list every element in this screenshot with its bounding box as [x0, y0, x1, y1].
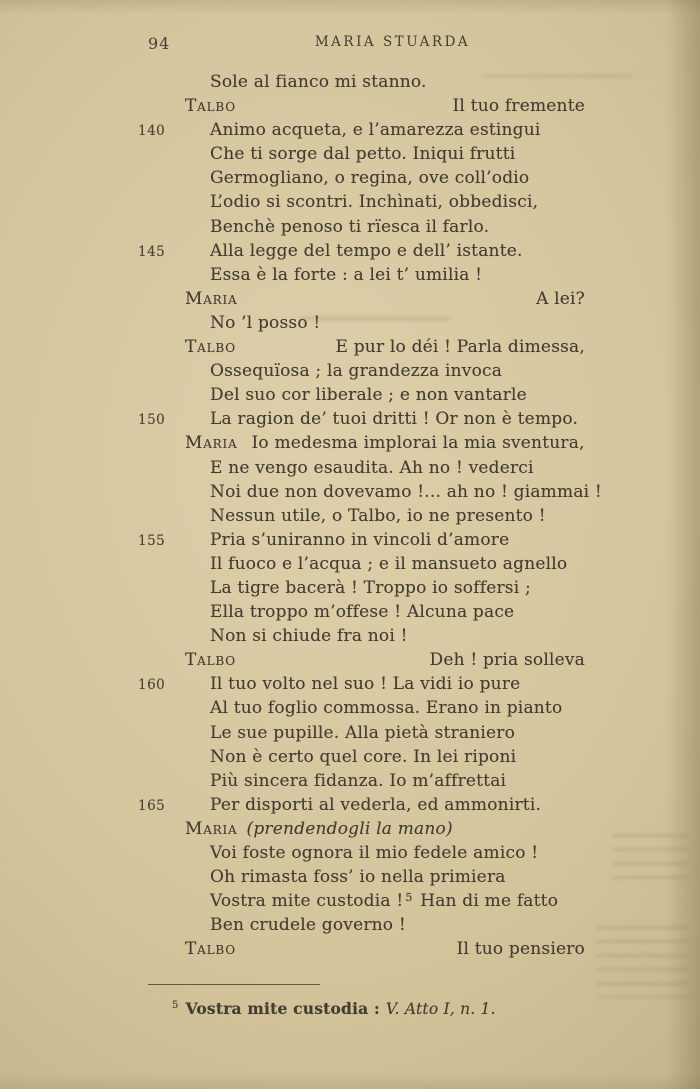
verse-line [185, 745, 585, 769]
running-title: MARIA STUARDA [314, 34, 471, 50]
verse-line [185, 937, 585, 961]
verse-continuation: Il tuo pensiero [456, 939, 585, 960]
verse-line [185, 383, 585, 407]
verse-continuation: A lei? [536, 288, 585, 309]
verse-line [185, 431, 585, 455]
verse-line [185, 335, 585, 359]
footnote-term: Vostra mite custodia : [185, 999, 380, 1018]
bleed-through-mark [612, 834, 686, 880]
verse-line [185, 215, 585, 239]
verse-continuation: E pur lo déi ! Parla dimessa, [335, 337, 585, 358]
verse-line [185, 311, 585, 335]
verse-line [185, 889, 585, 913]
speaker-label: Maria [185, 818, 238, 839]
footnote-reference-marker: 5 [405, 891, 413, 905]
speaker-label: Talbo [185, 939, 236, 960]
verse-text: Voi foste ognora il mio fedele amico ! [210, 843, 539, 863]
verse-line [138, 239, 585, 263]
speaker-label: Maria [185, 288, 238, 309]
verse-line [185, 263, 585, 287]
verse-text: Non è certo quel core. In lei riponi [210, 746, 517, 767]
verse-text: La tigre bacerà ! Troppo io soffersi ; [210, 577, 531, 598]
verse-line [185, 70, 585, 94]
footnote-reference: V. Atto I, n. 1. [385, 1000, 496, 1018]
verse-continuation: Deh ! pria solleva [429, 650, 585, 671]
verse-text: Sole al fianco mi stanno. [210, 72, 427, 92]
verse-text-block [138, 70, 602, 961]
verse-line [185, 552, 585, 576]
verse-text: Ossequïosa ; la grandezza invoca [210, 361, 503, 382]
verse-line [185, 648, 585, 672]
verse-text: L’odio si scontri. Inchìnati, obbedisci, [210, 192, 539, 213]
verse-line [185, 721, 585, 745]
verse-line [185, 769, 585, 793]
verse-line [185, 576, 585, 600]
verse-text: Io medesma implorai la mia sventura, [251, 433, 585, 454]
verse-line [185, 913, 585, 937]
verse-text: Al tuo foglio commossa. Erano in pianto [210, 698, 563, 719]
verse-line [185, 456, 585, 480]
verse-line [185, 94, 585, 118]
footnote-marker: 5 [172, 999, 179, 1011]
verse-text: Il fuoco e l’acqua ; e il mansueto agnello [210, 553, 568, 574]
verse-line [185, 504, 585, 528]
verse-text: Han di me fatto [414, 891, 559, 912]
verse-line [185, 142, 585, 166]
line-number: 150 [138, 412, 166, 429]
verse-text: Per disporti al vederla, ed ammonirti. [210, 794, 542, 815]
verse-line [185, 190, 585, 214]
footnote [172, 999, 496, 1018]
verse-text: Animo acqueta, e l’amarezza estingui [210, 120, 541, 141]
page-header [0, 34, 700, 56]
bleed-through-mark [596, 926, 688, 998]
verse-line [185, 817, 585, 841]
verse-line [185, 600, 585, 624]
line-number: 145 [138, 243, 166, 260]
verse-line [138, 118, 585, 142]
verse-text: Nessun utile, o Talbo, io ne presento ! [210, 505, 546, 526]
verse-text: Più sincera fidanza. Io m’affrettai [210, 770, 507, 791]
verse-line [185, 865, 585, 889]
line-number: 155 [138, 532, 166, 549]
verse-text: Il tuo volto nel suo ! La vidi io pure [210, 674, 521, 695]
verse-line [185, 359, 585, 383]
verse-text: Oh rimasta foss’ io nella primiera [210, 867, 506, 888]
verse-text: Benchè penoso ti rïesca il farlo. [210, 216, 490, 237]
verse-continuation: Il tuo fremente [452, 96, 585, 117]
verse-line [185, 287, 585, 311]
verse-line [185, 624, 585, 648]
verse-text: Le sue pupille. Alla pietà straniero [210, 722, 516, 743]
line-number: 140 [138, 123, 166, 140]
verse-text: La ragion de’ tuoi dritti ! Or non è tempo. [210, 409, 579, 430]
verse-line [138, 407, 585, 431]
page-number: 94 [148, 34, 171, 53]
verse-text: Germogliano, o regina, ove coll’odio [210, 168, 530, 189]
verse-line [185, 841, 585, 865]
speaker-label: Talbo [185, 650, 236, 671]
footnote-separator [148, 984, 320, 985]
verse-line [185, 166, 585, 190]
verse-text: Noi due non dovevamo !... ah no ! giammai ! [210, 481, 602, 502]
verse-text: Alla legge del tempo e dell’ istante. [210, 240, 523, 261]
verse-line [185, 480, 602, 504]
line-number: 165 [138, 797, 166, 814]
verse-line [138, 528, 585, 552]
verse-text: Essa è la forte : a lei t’ umilia ! [210, 264, 483, 285]
verse-text: Ben crudele governo ! [210, 915, 406, 936]
verse-text: E ne vengo esaudita. Ah no ! vederci [210, 457, 534, 478]
speaker-label: Talbo [185, 96, 236, 117]
verse-line [138, 672, 585, 696]
speaker-label: Maria [185, 433, 238, 454]
verse-text: Vostra mite custodia ! [210, 891, 404, 912]
verse-text: Ella troppo m’offese ! Alcuna pace [210, 602, 515, 623]
verse-text: Che ti sorge dal petto. Iniqui frutti [210, 144, 516, 165]
verse-text: Pria s’uniranno in vincoli d’amore [210, 529, 510, 550]
speaker-label: Talbo [185, 337, 236, 358]
stage-direction: (prendendogli la mano) [246, 818, 453, 839]
line-number: 160 [138, 677, 166, 694]
verse-line [185, 696, 585, 720]
verse-line [138, 793, 585, 817]
verse-text: Del suo cor liberale ; e non vantarle [210, 385, 527, 406]
verse-text: No ’l posso ! [210, 312, 321, 333]
verse-text: Non si chiude fra noi ! [210, 626, 408, 647]
